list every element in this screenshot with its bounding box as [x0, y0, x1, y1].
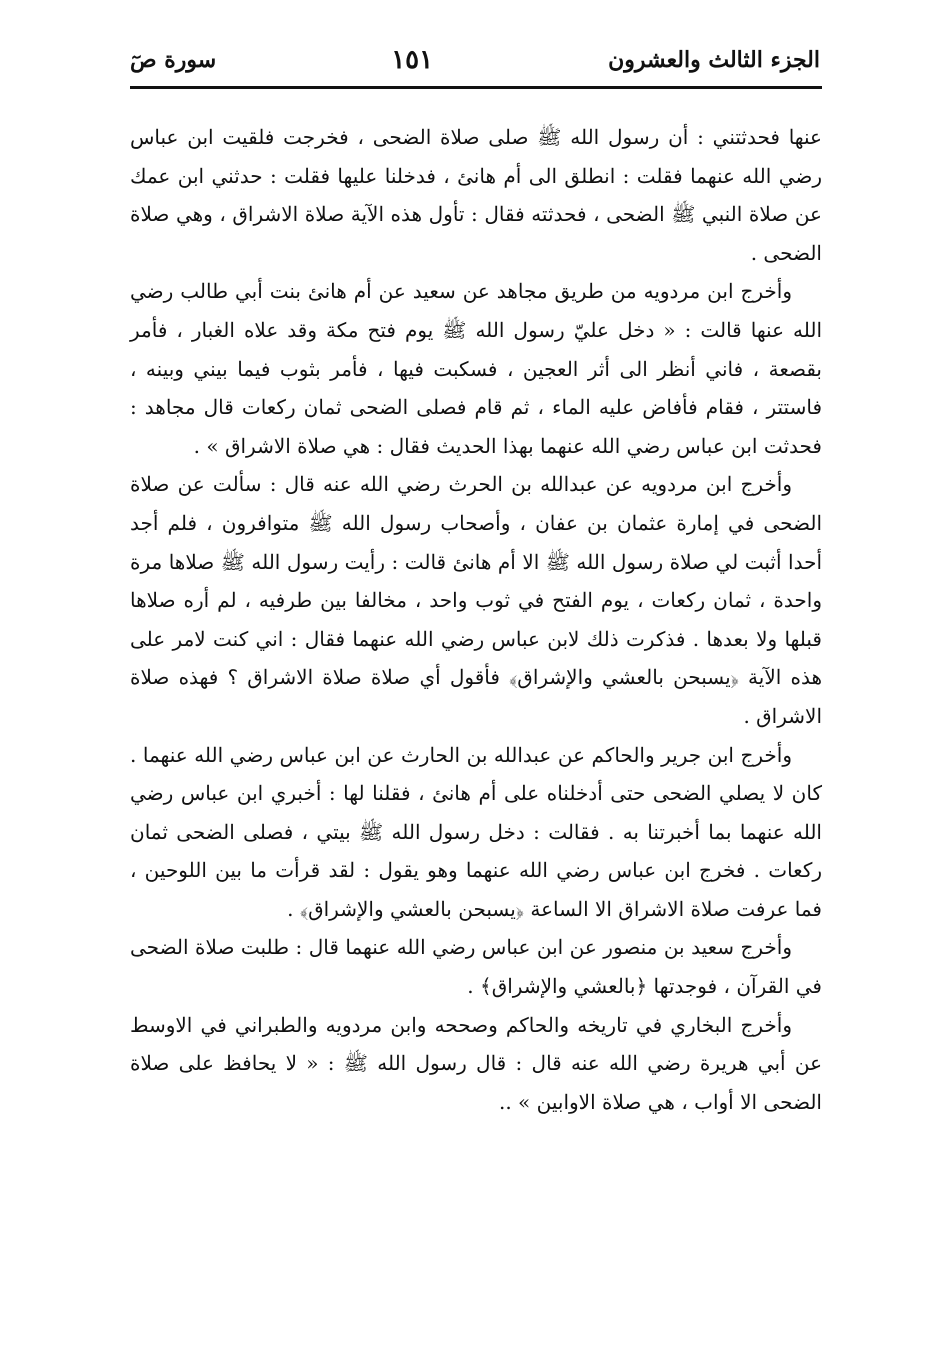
paragraph-4: وأخرج ابن جرير والحاكم عن عبدالله بن الحارث عن ابن عباس رضي الله عنهما . كان لا يصلي الضحى حتى أدخلناه على أم هانئ ، فقلنا لها : أخبري ابن عباس رضي الله عنهما بما أخبرتنا به . فقالت : دخل رسول الله ﷺ بيتي ، فصلى الضحى ثمان ركعات . فخرج ابن عباس رضي الله عنهما وهو يقول : لقد قرأت ما بين اللوحين ، فما عرفت صلاة الاشراق الا الساعة ﴿يسبحن بالعشي والإشراق﴾ . — [130, 742, 822, 921]
paragraph-6: وأخرج البخاري في تاريخه والحاكم وصححه وابن مردويه والطبراني في الاوسط عن أبي هريرة رضي الله عنه قال : قال رسول الله ﷺ : « لا يحافظ على صلاة الضحى الا أواب ، هي صلاة الاوابين » .. — [130, 1012, 823, 1114]
body-text — [130, 118, 822, 1121]
paragraph-1: عنها فحدثتني : أن رسول الله ﷺ صلى صلاة الضحى ، فخرجت فلقيت ابن عباس رضي الله عنهما فقلت : انطلق الى أم هانئ ، فدخلنا عليها فقلت : حدثني ابن عمك عن صلاة النبي ﷺ الضحى ، فحدثته فقال : تأول هذه الآية صلاة الاشراق ، وهي صلاة الضحى . — [130, 125, 822, 265]
paragraph-2: وأخرج ابن مردويه من طريق مجاهد عن سعيد عن أم هانئ بنت أبي طالب رضي الله عنها قالت : « دخل عليّ رسول الله ﷺ يوم فتح مكة وقد علاه الغبار ، فأمر بقصعة ، فاني أنظر الى أثر العجين ، فسكبت فيها ، فأمر بثوب فيما بيني وبينه ، فاستتر ، فقام فأفاض عليه الماء ، ثم قام فصلى الضحى ثمان ركعات قال مجاهد : فحدثت ابن عباس رضي الله عنهما بهذا الحديث فقال : هي صلاة الاشراق » . — [130, 279, 823, 458]
part-title: الجزء الثالث والعشرون — [608, 47, 820, 73]
paragraph-5: وأخرج سعيد بن منصور عن ابن عباس رضي الله عنهما قال : طلبت صلاة الضحى في القرآن ، فوجدتها ﴿بالعشي والإشراق﴾ . — [130, 935, 822, 999]
surah-title: سورة صٓ — [130, 47, 217, 73]
paragraph-3: وأخرج ابن مردويه عن عبدالله بن الحرث رضي الله عنه قال : سألت عن صلاة الضحى في إمارة عثمان بن عفان ، وأصحاب رسول الله ﷺ متوافرون ، فلم أجد أحدا أثبت لي صلاة رسول الله ﷺ الا أم هانئ قالت : رأيت رسول الله ﷺ صلاها مرة واحدة ، ثمان ركعات ، يوم الفتح في ثوب واحد ، مخالفا بين طرفيه ، لم أره صلاها قبلها ولا بعدها . فذكرت ذلك لابن عباس رضي الله عنهما فقال : اني كنت لامر على هذه الآية ﴿يسبحن بالعشي والإشراق﴾ فأقول أي صلاة صلاة الاشراق ؟ فهذه صلاة الاشراق . — [130, 472, 822, 728]
page-header — [130, 40, 820, 80]
header-rule — [130, 86, 822, 89]
page-number: ١٥١ — [391, 45, 434, 75]
